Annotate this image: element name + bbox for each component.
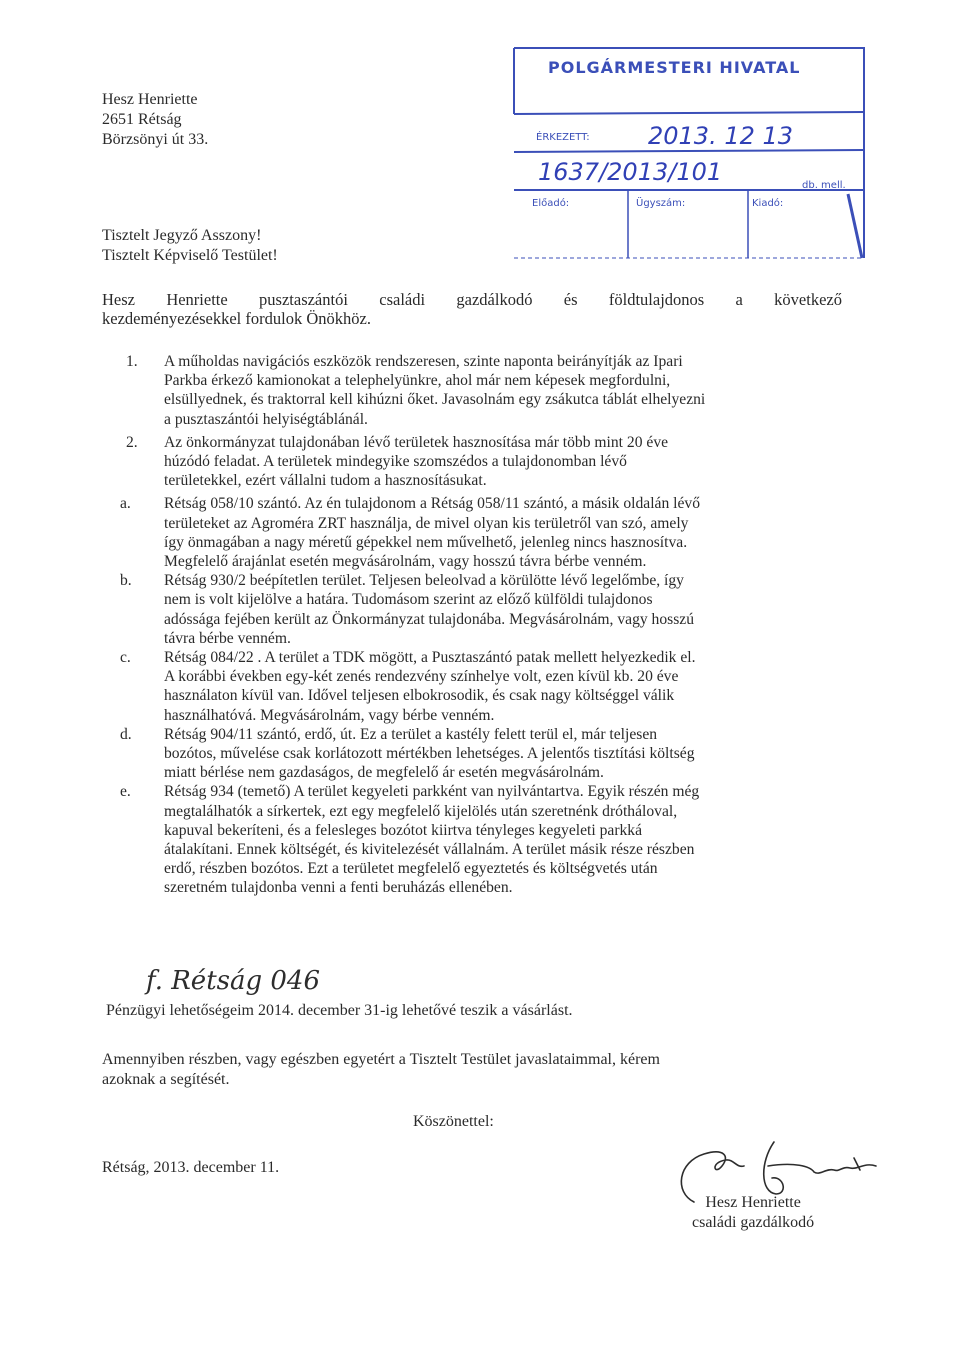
list-item-line: elsüllyednek, és traktorral kell kihúzni őket. Javasolnám egy zsákutca táblát elhelyezni — [164, 391, 706, 409]
list-item-line: Megfelelő árajánlat esetén megvásárolnám, vagy hosszú távra bérbe venném. — [164, 553, 647, 571]
greeting — [102, 226, 278, 266]
stamp-field-kiado: Kiadó: — [752, 198, 784, 209]
list-item-line: Rétság 904/11 szántó, erdő, út. Ez a terület a kastély felett terül el, már teljesen — [164, 725, 658, 743]
stamp-frame — [508, 44, 866, 264]
list-item-line: miatt bérlése nem gazdaságos, de megfelelő ár esetén megvásárolnám. — [164, 764, 604, 782]
sender-street: Börzsönyi út 33. — [102, 131, 209, 148]
sender-name: Hesz Henriette — [102, 91, 198, 108]
intro-line-2: kezdeményezésekkel fordulok Önökhöz. — [102, 309, 371, 328]
list-item-line: szeretném tulajdonba venni a fenti beruházás ellenében. — [164, 879, 513, 897]
list-item-line: átalakítani. Ennek költségét, és kivitelezését vállalnám. A terület másik része részben — [164, 841, 695, 859]
list-item-line: Az önkormányzat tulajdonában lévő területek hasznosítása már több mint 20 éve — [164, 433, 669, 451]
list-item-marker: 1. — [126, 353, 138, 370]
list-item-line: Rétság 930/2 beépítetlen terület. Teljesen beleolvad a körülötte lévő legelőmbe, így — [164, 572, 684, 590]
list-item-marker: b. — [120, 572, 132, 590]
sender-zip-city: 2651 Rétság — [102, 111, 182, 128]
list-item-line: területeket az Agroméra ZRT használja, de mivel olyan kis területről van szó, amely — [164, 514, 689, 532]
list-item — [120, 725, 840, 783]
list-item-marker: e. — [120, 783, 131, 801]
stamp-file-number: 1637/2013/101 — [538, 158, 723, 186]
closing-paragraph — [102, 1050, 660, 1090]
list-item-line: Rétság 058/10 szántó. Az én tulajdonom a Rétság 058/11 szántó, a másik oldalán lévő — [164, 495, 700, 513]
stamp-field-ugyszam: Ügyszám: — [636, 198, 686, 209]
list-item-line: A korábbi években egy-két zenés rendezvény színhelye volt, ezen kívül kb. 20 éve — [164, 668, 679, 686]
list-item-marker: d. — [120, 725, 132, 743]
list-item-line: adóssága fejében került az Önkormányzat tulajdonába. Megvásárolnám, vagy hosszú — [164, 610, 695, 628]
greeting-line-1: Tisztelt Jegyző Asszony! — [102, 227, 262, 244]
signature-role: családi gazdálkodó — [692, 1214, 815, 1231]
list-item-line: A műholdas navigációs eszközök rendszeresen, szinte naponta beirányítják az Ipari — [164, 353, 683, 370]
list-item-line: Rétság 934 (temető) A terület kegyeleti parkként van nyilvántartva. Egyik részén még — [164, 783, 700, 801]
list-item-marker: a. — [120, 495, 131, 513]
stamp-copies-label: db. mell. — [802, 180, 846, 191]
list-item-line: területekkel, ezért vállalni tudom a hasznosításukat. — [164, 472, 487, 490]
stamp-received-date: 2013. 12 13 — [648, 122, 794, 150]
stamp-title: POLGÁRMESTERI HIVATAL — [548, 58, 801, 77]
thanks-text: Köszönettel: — [413, 1113, 494, 1130]
letter-date: Rétság, 2013. december 11. — [102, 1159, 280, 1176]
list-item-line: a pusztaszántói helyiségtáblánál. — [164, 410, 368, 428]
list-item — [120, 352, 840, 429]
list-item — [120, 571, 840, 648]
list-item-line: használaton kívül van. Idővel teljesen elbokrosodik, és csak nagy költséggel válik — [164, 687, 675, 705]
financial-statement: Pénzügyi lehetőségeim 2014. december 31-ig lehetővé teszik a vásárlást. — [106, 1002, 573, 1019]
intro-paragraph — [102, 290, 842, 328]
list-item-line: használhatóvá. Megvásárolnám, vagy bérbe venném. — [164, 706, 495, 724]
intro-line-1: Hesz Henriette pusztaszántói családi gazdálkodó és földtulajdonos a következő — [102, 290, 842, 309]
closing-line-1: Amennyiben részben, vagy egészben egyetért a Tisztelt Testület javaslataimmal, kérem — [102, 1051, 660, 1068]
sender-address — [102, 90, 208, 150]
list-item-line: kapuval bekeríteni, és a felesleges bozótot kiirtva tényleges kegyeleti parkká — [164, 821, 643, 839]
list-item — [120, 433, 840, 491]
list-item-line: megtalálhatók a sírkertek, ezt egy megfelelő kijelölés után szeretnénk drótháloval, — [164, 802, 678, 820]
list-item — [120, 782, 840, 897]
handwritten-note: f. Rétság 046 — [146, 966, 321, 996]
proposal-list — [120, 352, 840, 898]
list-item-line: távra bérbe venném. — [164, 629, 291, 647]
list-item — [120, 494, 840, 571]
list-item-line: bozótos, művelése csak korlátozott mértékben lehetséges. A jelentős tisztítási költség — [164, 745, 695, 763]
list-item-marker: c. — [120, 649, 131, 667]
signature-block — [692, 1193, 814, 1233]
list-item-line: húzódó feladat. A területek mindegyike szomszédos a tulajdonomban lévő — [164, 453, 627, 471]
signature-name: Hesz Henriette — [705, 1194, 801, 1211]
list-item-line: nem is volt kijelölve a határa. Tudomásom szerint az előző külföldi tulajdonos — [164, 591, 653, 609]
list-item-marker: 2. — [126, 433, 138, 451]
closing-line-2: azoknak a segítését. — [102, 1071, 230, 1088]
greeting-line-2: Tisztelt Képviselő Testület! — [102, 247, 278, 264]
list-item — [120, 648, 840, 725]
list-item-line: Parkba érkező kamionokat a telephelyünkre, ahol már nem képesek megfordulni, — [164, 372, 671, 390]
registry-stamp — [508, 44, 866, 264]
list-item-line: Rétság 084/22 . A terület a TDK mögött, a Pusztaszántó patak mellett helyezkedik el. — [164, 649, 696, 667]
list-item-line: így önmagában a nagy méretű gépekkel nem művelhető, jelenleg nincs hasznosítva. — [164, 533, 688, 551]
stamp-field-eloado: Előadó: — [532, 198, 570, 209]
list-item-line: erdő, részben bozótos. Ezt a területet megfelelő egyeztetés és költségvetés után — [164, 860, 658, 878]
stamp-received-label: ÉRKEZETT: — [536, 132, 590, 143]
